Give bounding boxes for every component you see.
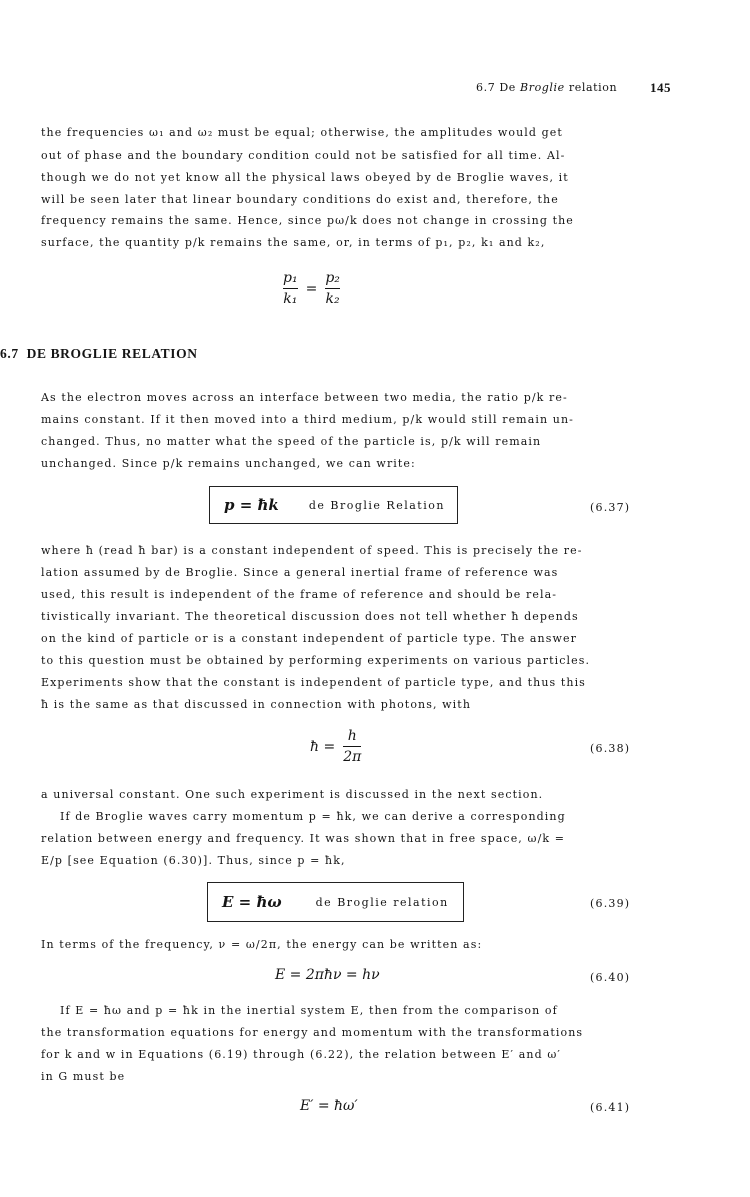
intro-line-4: will be seen later that linear boundary conditions do exist and, therefore, the <box>41 193 559 206</box>
intro-line-5: frequency remains the same. Hence, since pω/k does not change in crossing the <box>41 214 574 227</box>
running-head <box>476 81 617 94</box>
eq-6-38-lhs: ħ = <box>310 738 336 755</box>
para4-line-2: If de Broglie waves carry momentum p = ħk, we can derive a corresponding <box>60 810 566 823</box>
para3-line-3: used, this result is independent of the frame of reference and should be rela- <box>41 588 558 601</box>
intro-line-1: the frequencies ω₁ and ω₂ must be equal; otherwise, the amplitudes would get <box>41 126 563 139</box>
fraction-bar <box>325 288 340 289</box>
eq-6-37-number: (6.37) <box>590 501 631 514</box>
para2-line-2: mains constant. If it then moved into a third medium, p/k would still remain un- <box>41 413 574 426</box>
eq-6-37-expression: p = ħk <box>224 496 279 514</box>
fraction-bar <box>283 288 298 289</box>
section-heading <box>0 346 198 362</box>
para4-line-4: E/p [see Equation (6.30)]. Thus, since p = ħk, <box>41 854 346 867</box>
intro-line-3: though we do not yet know all the physical laws obeyed by de Broglie waves, it <box>41 171 569 184</box>
eq-6-38-numerator: h <box>347 728 357 744</box>
para3-line-8: ħ is the same as that discussed in connection with photons, with <box>41 698 472 711</box>
eq-6-39-label: de Broglie relation <box>315 895 449 909</box>
eq-6-41-number: (6.41) <box>590 1101 631 1114</box>
para3-line-2: lation assumed by de Broglie. Since a general inertial frame of reference was <box>41 566 559 579</box>
para4-line-1: a universal constant. One such experiment is discussed in the next section. <box>41 788 544 801</box>
para6-line-1: If E = ħω and p = ħk in the inertial system E, then from the comparison of <box>60 1004 558 1017</box>
para6-line-4: in G must be <box>41 1070 126 1083</box>
intro-line-6: surface, the quantity p/k remains the same, or, in terms of p₁, p₂, k₁ and k₂, <box>41 236 546 249</box>
para2-line-3: changed. Thus, no matter what the speed of the particle is, p/k will remain <box>41 435 542 448</box>
eq-6-38-fraction <box>343 728 361 765</box>
para3-line-4: tivistically invariant. The theoretical discussion does not tell whether ħ depends <box>41 610 579 623</box>
fraction-left <box>283 270 298 307</box>
para2-line-1: As the electron moves across an interface between two media, the ratio p/k re- <box>41 391 568 404</box>
para2-line-4: unchanged. Since p/k remains unchanged, we can write: <box>41 457 416 470</box>
para6-line-2: the transformation equations for energy and momentum with the transformations <box>41 1026 584 1039</box>
equals-sign: = <box>305 280 318 297</box>
running-head-prefix: 6.7 De <box>476 81 516 94</box>
fraction-bar <box>343 746 361 747</box>
para6-line-3: for k and w in Equations (6.19) through (6.22), the relation between E′ and ω′ <box>41 1048 561 1061</box>
eq-6-39-number: (6.39) <box>590 897 631 910</box>
para4-line-3: relation between energy and frequency. It was shown that in free space, ω/k = <box>41 832 566 845</box>
eq-6-38-denominator: 2π <box>343 749 362 765</box>
section-title: DE BROGLIE RELATION <box>26 346 198 361</box>
para3-line-6: to this question must be obtained by performing experiments on various particles. <box>41 654 591 667</box>
ratio-equation <box>283 270 340 307</box>
para3-line-1: where ħ (read ħ bar) is a constant independent of speed. This is precisely the re- <box>41 544 583 557</box>
fraction-right-denominator: k₂ <box>325 291 340 307</box>
fraction-left-numerator: p₁ <box>283 270 298 286</box>
eq-6-37-box <box>209 486 458 524</box>
fraction-right-numerator: p₂ <box>325 270 340 286</box>
para5-line: In terms of the frequency, ν = ω/2π, the energy can be written as: <box>41 938 483 951</box>
eq-6-40-expression: E = 2πħν = hν <box>275 967 380 983</box>
section-number: 6.7 <box>0 346 19 361</box>
eq-6-40-number: (6.40) <box>590 971 631 984</box>
fraction-right <box>325 270 340 307</box>
eq-6-39-expression: E = ħω <box>222 893 282 911</box>
eq-6-41-expression: E′ = ħω′ <box>300 1098 358 1114</box>
para3-line-7: Experiments show that the constant is independent of particle type, and thus this <box>41 676 586 689</box>
running-head-italic: Broglie <box>520 81 565 94</box>
para3-line-5: on the kind of particle or is a constant independent of particle type. The answer <box>41 632 577 645</box>
intro-line-2: out of phase and the boundary condition could not be satisfied for all time. Al- <box>41 149 566 162</box>
fraction-left-denominator: k₁ <box>283 291 298 307</box>
eq-6-38-number: (6.38) <box>590 742 631 755</box>
eq-6-39-box <box>207 882 464 922</box>
eq-6-37-label: de Broglie Relation <box>308 498 445 512</box>
running-head-suffix: relation <box>568 81 618 94</box>
eq-6-38 <box>310 728 361 765</box>
page-number: 145 <box>650 80 671 95</box>
